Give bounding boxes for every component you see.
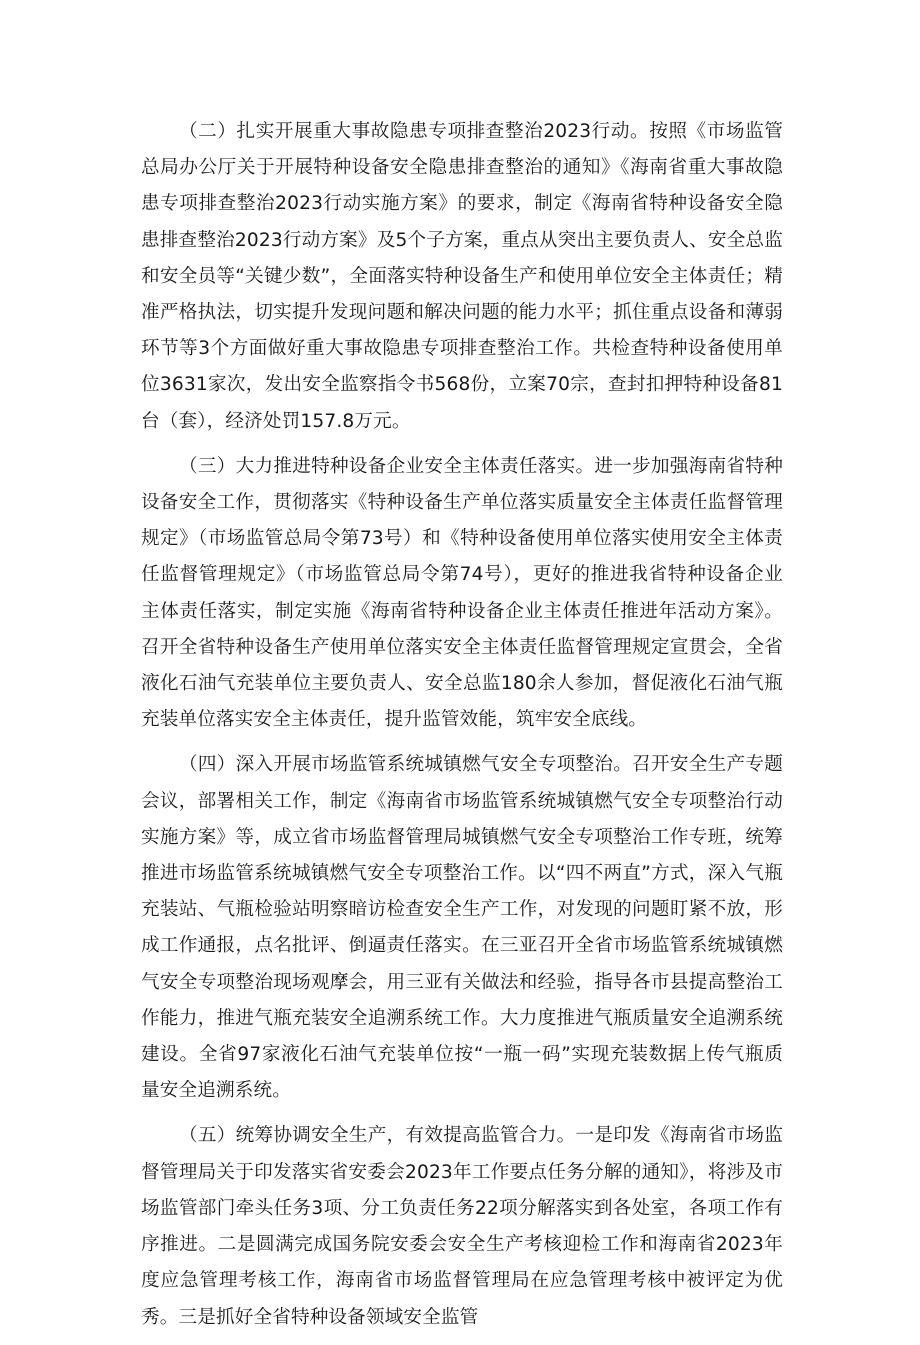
paragraph-enterprise-responsibility: （三）大力推进特种设备企业安全主体责任落实。进一步加强海南省特种设备安全工作，贯彻落实《特种设备生产单位落实质量安全主体责任监督管理规定》（市场监管总局令第73号）和《特种设备使用单位落实使用安全主体责任监督管理规定》（市场监管总局令第74号），更好的推进我省特种设备企业主体责任落实，制定实施《海南省特种设备企业主体责任推进年活动方案》。召开全省特种设备生产使用单位落实安全主体责任监督管理规定宣贯会，全省液化石油气充装单位主要负责人、安全总监180余人参加，督促液化石油气瓶充装单位落实安全主体责任，提升监管效能，筑牢安全底线。 [141, 455, 783, 731]
document-body [141, 114, 783, 1345]
paragraph-safety-coordination: （五）统筹协调安全生产，有效提高监管合力。一是印发《海南省市场监督管理局关于印发落实省安委会2023年工作要点任务分解的通知》，将涉及市场监管部门牵头任务3项、分工负责任务22项分解落实到各处室，各项工作有序推进。二是圆满完成国务院安委会安全生产考核迎检工作和海南省2023年度应急管理考核工作，海南省市场监督管理局在应急管理考核中被评定为优秀。三是抓好全省特种设备领域安全监管 [141, 1125, 783, 1328]
paragraph-special-equipment-hazard-rectification: （二）扎实开展重大事故隐患专项排查整治2023行动。按照《市场监管总局办公厅关于开展特种设备安全隐患排查整治的通知》《海南省重大事故隐患专项排查整治2023行动实施方案》的要求，制定《海南省特种设备安全隐患排查整治2023行动方案》及5个子方案，重点从突出主要负责人、安全总监和安全员等“关键少数”，全面落实特种设备生产和使用单位安全主体责任；精准严格执法，切实提升发现问题和解决问题的能力水平；抓住重点设备和薄弱环节等3个方面做好重大事故隐患专项排查整治工作。共检查特种设备使用单位3631家次，发出安全监察指令书568份，立案70宗，查封扣押特种设备81台（套），经济处罚157.8万元。 [141, 121, 783, 432]
paragraph-urban-gas-safety: （四）深入开展市场监管系统城镇燃气安全专项整治。召开安全生产专题会议，部署相关工作，制定《海南省市场监管系统城镇燃气安全专项整治行动实施方案》等，成立省市场监督管理局城镇燃气安全专项整治工作专班，统筹推进市场监管系统城镇燃气安全专项整治工作。以“四不两直”方式，深入气瓶充装站、气瓶检验站明察暗访检查安全生产工作，对发现的问题盯紧不放，形成工作通报，点名批评、倒逼责任落实。在三亚召开全省市场监管系统城镇燃气安全专项整治现场观摩会，用三亚有关做法和经验，指导各市县提高整治工作能力，推进气瓶充装安全追溯系统工作。大力度推进气瓶质量安全追溯系统建设。全省97家液化石油气充装单位按“一瓶一码”实现充装数据上传气瓶质量安全追溯系统。 [141, 754, 783, 1102]
